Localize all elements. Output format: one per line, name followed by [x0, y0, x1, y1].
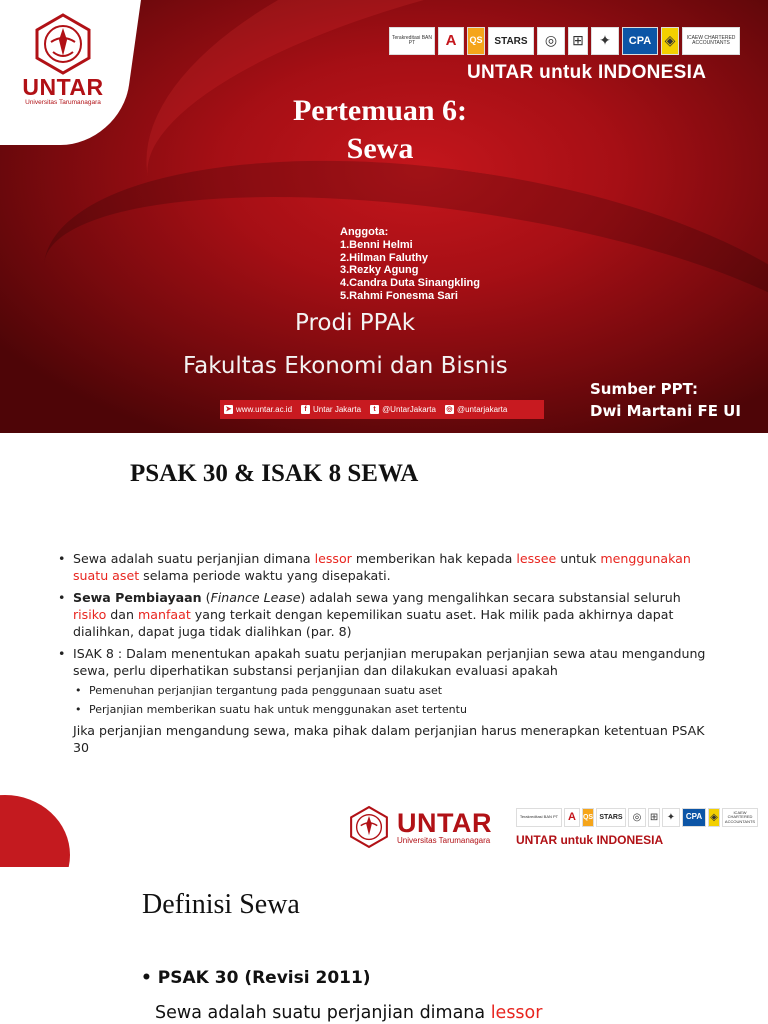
- tagline-part-b: INDONESIA: [596, 833, 664, 847]
- members-list: [340, 226, 480, 303]
- tagline: [516, 833, 663, 847]
- member-item: 2.Hilman Faluthy: [340, 251, 429, 264]
- brand-name: UNTAR: [397, 807, 492, 838]
- brand-subtitle: Universitas Tarumanagara: [397, 835, 491, 845]
- facebook-label: Untar Jakarta: [313, 405, 362, 414]
- icaew-badge: ICAEW CHARTERED ACCOUNTANTS: [682, 27, 740, 55]
- grade-a-label: A: [445, 31, 457, 49]
- instagram-link[interactable]: [445, 405, 507, 414]
- stars-label: STARS: [494, 35, 528, 47]
- slide-title: [230, 92, 530, 168]
- bullet-item: [58, 589, 718, 640]
- crest-badge-icon: ◈: [661, 27, 679, 55]
- slide-title: Definisi Sewa: [142, 889, 300, 920]
- text-run: dan: [106, 607, 138, 622]
- twitter-link[interactable]: [370, 405, 436, 414]
- iso-badge-icon: ◎: [628, 808, 646, 827]
- tagline: UNTAR untuk INDONESIA: [467, 62, 707, 83]
- instagram-icon: ◎: [446, 406, 453, 413]
- tagline-part-a: UNTAR untuk: [516, 833, 597, 847]
- text-run: yang terkait dengan kepemilikan suatu aset. Hak milik pada akhirnya dapat dialihkan, dapat juga tidak dialihkan (par. 8): [73, 607, 674, 639]
- definition-slide: [0, 867, 768, 1024]
- program-name: Prodi PPAk: [295, 310, 416, 336]
- corner-decoration: [0, 795, 70, 867]
- member-item: 5.Rahmi Fonesma Sari: [340, 289, 458, 302]
- untar-crest-icon: [31, 12, 95, 76]
- ban-pt-badge: Terakreditasi BAN PT: [389, 27, 435, 55]
- term-bold: Sewa Pembiayaan: [73, 590, 202, 605]
- iabee-badge-icon: ✦: [591, 27, 619, 55]
- member-item: 3.Rezky Agung: [340, 264, 419, 277]
- content-slide: [0, 433, 768, 867]
- highlight-lessee: lessee: [516, 551, 557, 566]
- closing-paragraph: Jika perjanjian mengandung sewa, maka pihak dalam perjanjian harus menerapkan ketentuan PSAK 30: [73, 723, 705, 755]
- stars-badge: STARS: [596, 808, 626, 827]
- stars-badge: [488, 27, 534, 55]
- website-label: www.untar.ac.id: [236, 405, 293, 414]
- accreditation-badges: [389, 27, 740, 55]
- qs-badge: QS: [582, 808, 594, 827]
- title-line-2: Sewa: [346, 132, 414, 165]
- bullet-item: • PSAK 30 (Revisi 2011): [141, 968, 371, 988]
- untar-logo: [347, 805, 492, 849]
- qs-badge: QS: [467, 27, 485, 55]
- bullet-label: PSAK 30 (Revisi 2011): [157, 968, 371, 988]
- highlight-lessor: lessor: [314, 551, 352, 566]
- accreditation-badges: [516, 808, 758, 827]
- twitter-label: @UntarJakarta: [382, 405, 436, 414]
- ban-pt-badge: Terakreditasi BAN PT: [516, 808, 562, 827]
- member-item: 1.Benni Helmi: [340, 238, 413, 251]
- instagram-label: @untarjakarta: [456, 405, 508, 414]
- certification-badge-icon: ⊞: [648, 808, 660, 827]
- brand-name: UNTAR: [22, 74, 104, 100]
- bullet-item: • ISAK 8 : Dalam menentukan apakah suatu perjanjian merupakan perjanjian sewa atau mengandung sewa, perlu diperhatikan substansi perjanjian dan dilakukan evaluasi apakah: [58, 645, 718, 679]
- untar-crest-icon: [347, 805, 391, 849]
- slide-title: PSAK 30 & ISAK 8 SEWA: [130, 460, 419, 487]
- untar-logo: [14, 12, 112, 124]
- member-item: 4.Candra Duta Sinangkling: [340, 277, 480, 290]
- bullet-item: [58, 550, 718, 584]
- icaew-badge: ICAEW CHARTERED ACCOUNTANTS: [722, 808, 758, 827]
- highlight-lessor: lessor: [490, 1003, 543, 1023]
- title-line-1: Pertemuan 6:: [292, 94, 468, 127]
- source-line-1: Sumber PPT:: [590, 380, 699, 398]
- iabee-badge-icon: ✦: [662, 808, 680, 827]
- highlight-benefit: manfaat: [138, 607, 191, 622]
- text-run: untuk: [556, 551, 601, 566]
- text-run: Sewa adalah suatu perjanjian dimana: [155, 1003, 491, 1023]
- social-bar: [220, 400, 544, 419]
- sub-bullet-item: • Perjanjian memberikan suatu hak untuk menggunakan aset tertentu: [58, 700, 718, 719]
- text-run: selama periode waktu yang disepakati.: [139, 568, 391, 583]
- members-heading: Anggota:: [340, 226, 389, 238]
- cpa-badge: CPA: [622, 27, 658, 55]
- highlight-use: menggunakan suatu aset: [73, 551, 691, 583]
- title-slide: [0, 0, 768, 433]
- facebook-link[interactable]: [301, 405, 361, 414]
- highlight-risk: risiko: [73, 607, 107, 622]
- cpa-badge: CPA: [682, 808, 706, 827]
- certification-badge-icon: ⊞: [568, 27, 588, 55]
- website-link[interactable]: [224, 405, 292, 414]
- facebook-icon: f: [301, 405, 310, 414]
- term-italic: Finance Lease: [210, 590, 301, 605]
- slide-body: [58, 550, 718, 756]
- faculty-name: Fakultas Ekonomi dan Bisnis: [183, 353, 508, 379]
- grade-a-badge: A: [564, 808, 580, 827]
- iso-badge-icon: ◎: [537, 27, 565, 55]
- twitter-icon: t: [370, 405, 379, 414]
- text-run: (: [201, 590, 211, 605]
- brand-subtitle: Universitas Tarumanagara: [25, 99, 101, 106]
- source-credit: [590, 378, 741, 422]
- text-run: memberikan hak kepada: [351, 551, 517, 566]
- definition-text: [155, 1003, 542, 1023]
- crest-badge-icon: ◈: [708, 808, 720, 827]
- cursor-icon: ➤: [225, 406, 232, 413]
- sub-bullet-item: • Pemenuhan perjanjian tergantung pada penggunaan suatu aset: [58, 681, 718, 700]
- text-run: Sewa adalah suatu perjanjian dimana: [73, 551, 315, 566]
- source-line-2: Dwi Martani FE UI: [590, 402, 741, 420]
- logo-wordmark: [397, 807, 492, 845]
- text-run: ) adalah sewa yang mengalihkan secara substansial seluruh: [300, 590, 681, 605]
- grade-a-badge: [438, 27, 464, 55]
